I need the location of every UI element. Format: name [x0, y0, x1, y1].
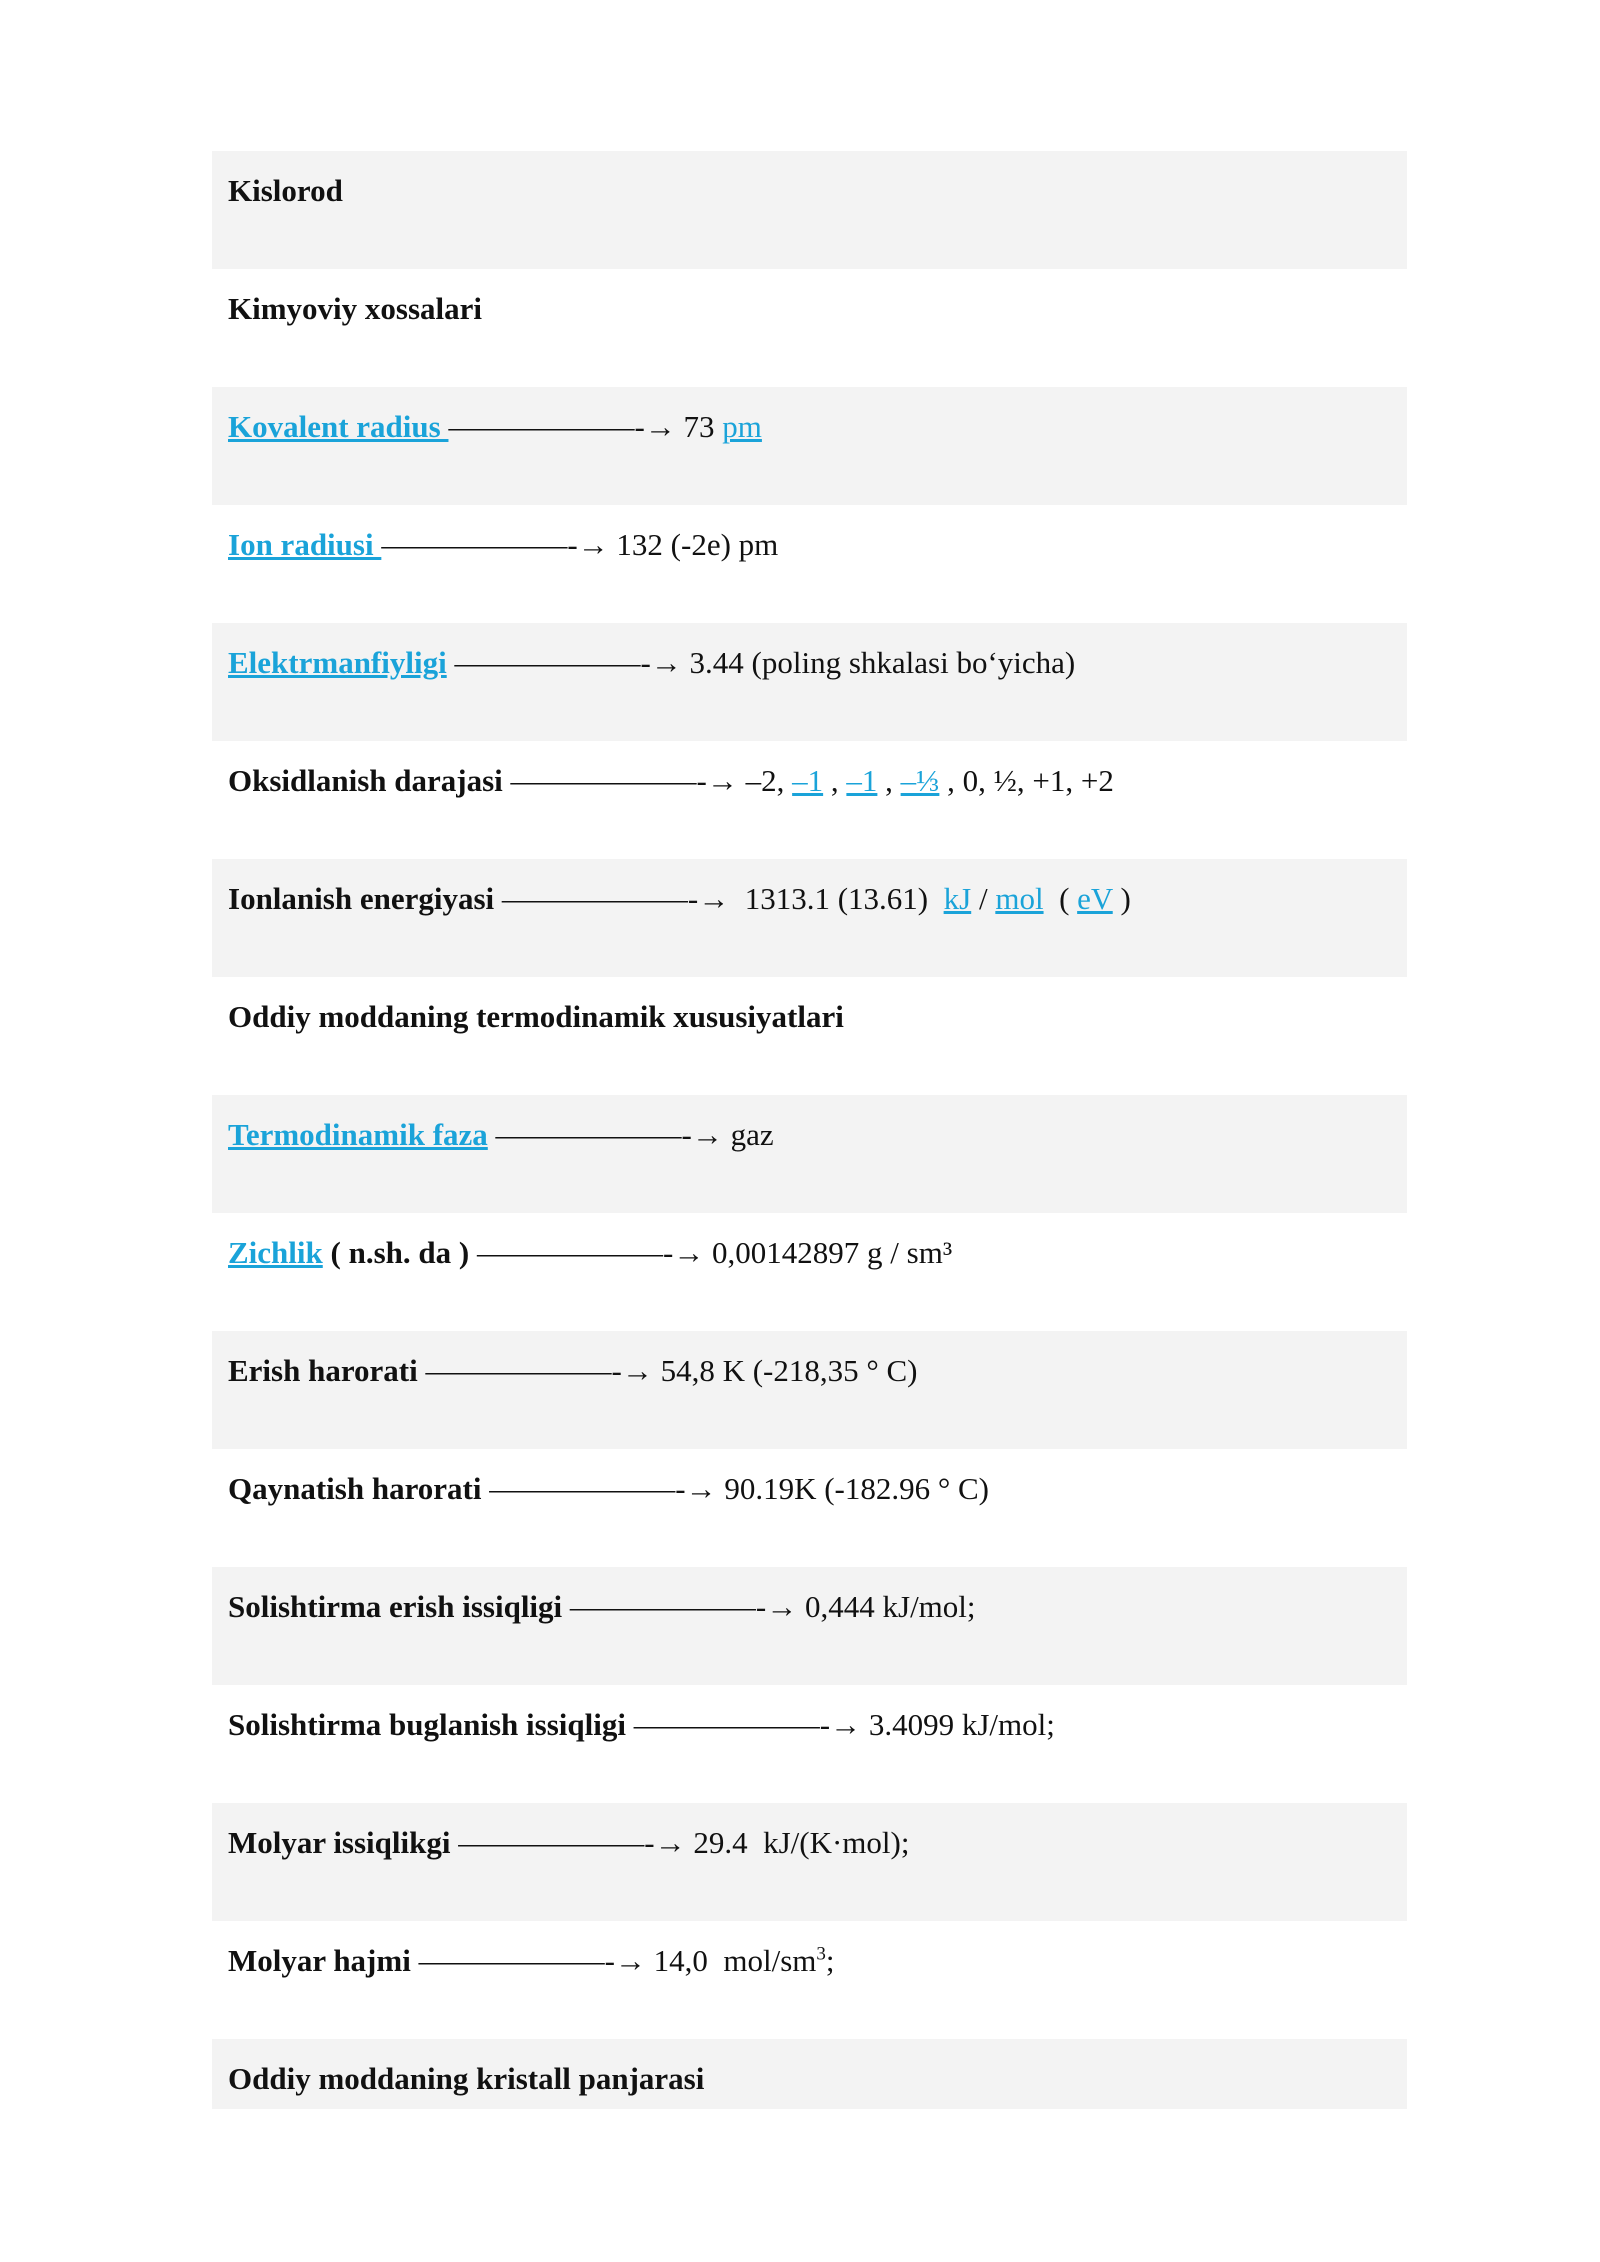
- semicolon: ;: [825, 1943, 835, 1978]
- leader-arrow: ——————-→: [495, 1117, 723, 1152]
- melting-value: 54,8 K (-218,35 ° C): [660, 1353, 918, 1388]
- paren-open: (: [1043, 881, 1078, 916]
- oxidation-rest: , 0, ½, +1, +2: [939, 763, 1114, 798]
- boiling-label: Qaynatish harorati: [228, 1471, 482, 1506]
- ionization-value: 1313.1 (13.61): [736, 881, 944, 916]
- fusion-value: 0,444 kJ/mol;: [805, 1589, 976, 1624]
- molar-heat-value: 29.4 kJ/(K·mol);: [693, 1825, 910, 1860]
- paren-close: ): [1112, 881, 1131, 916]
- density-suffix: ( n.sh. da ): [322, 1235, 477, 1270]
- kj-link[interactable]: kJ: [943, 881, 972, 916]
- oxidation-prefix: –2,: [745, 763, 793, 798]
- section-thermodynamic: [212, 977, 1407, 1095]
- pm-link[interactable]: pm: [722, 409, 762, 444]
- leader-arrow: ——————-→: [476, 1235, 705, 1270]
- phase-value: gaz: [730, 1117, 774, 1152]
- properties-table: [212, 151, 1407, 2109]
- row-heat-of-vaporization: [212, 1685, 1407, 1803]
- ion-radius-value: 132 (-2e) pm: [616, 527, 779, 562]
- ion-radius-link[interactable]: Ion radiusi: [228, 527, 382, 562]
- row-ionization-energy: [212, 859, 1407, 977]
- row-phase: [212, 1095, 1407, 1213]
- section-chemical: [212, 269, 1407, 387]
- row-melting-point: [212, 1331, 1407, 1449]
- density-link[interactable]: Zichlik: [228, 1235, 323, 1270]
- row-density: [212, 1213, 1407, 1331]
- kovalent-radius-value: 73: [683, 409, 723, 444]
- electronegativity-link[interactable]: Elektrmanfiyligi: [228, 645, 447, 680]
- superscript: 3: [816, 1943, 826, 1965]
- row-boiling-point: [212, 1449, 1407, 1567]
- molar-heat-label: Molyar issiqlikgi: [228, 1825, 451, 1860]
- molar-volume-label: Molyar hajmi: [228, 1943, 411, 1978]
- row-kovalent-radius: [212, 387, 1407, 505]
- row-electronegativity: [212, 623, 1407, 741]
- slash: /: [971, 881, 996, 916]
- oxidation-link-1[interactable]: –1: [792, 763, 824, 798]
- ionization-label: Ionlanish energiyasi: [228, 881, 495, 916]
- oxidation-link-2[interactable]: –1: [846, 763, 878, 798]
- row-oxidation-states: [212, 741, 1407, 859]
- oxidation-link-3[interactable]: –⅓: [900, 763, 940, 798]
- leader-arrow: ——————-→: [425, 1353, 653, 1388]
- row-heat-of-fusion: [212, 1567, 1407, 1685]
- separator: ,: [823, 763, 847, 798]
- section-heading: Kimyoviy xossalari: [228, 291, 483, 326]
- row-molar-heat: [212, 1803, 1407, 1921]
- boiling-value: 90.19K (-182.96 ° C): [724, 1471, 989, 1506]
- leader-arrow: ——————-→: [418, 1943, 646, 1978]
- leader-arrow: ——————-→: [381, 527, 609, 562]
- density-value: 0,00142897 g / sm³: [712, 1235, 953, 1270]
- vaporization-value: 3.4099 kJ/mol;: [868, 1707, 1055, 1742]
- ev-link[interactable]: eV: [1077, 881, 1113, 916]
- row-molar-volume: [212, 1921, 1407, 2039]
- oxidation-label: Oksidlanish darajasi: [228, 763, 503, 798]
- leader-arrow: ——————-→: [489, 1471, 717, 1506]
- leader-arrow: ——————-→: [633, 1707, 862, 1742]
- row-ion-radius: [212, 505, 1407, 623]
- electronegativity-value: 3.44 (poling shkalasi bo‘yicha): [689, 645, 1076, 680]
- leader-arrow: ——————-→: [454, 645, 682, 680]
- leader-arrow: ——————-→: [501, 881, 730, 916]
- fusion-label: Solishtirma erish issiqligi: [228, 1589, 563, 1624]
- leader-arrow: ——————-→: [510, 763, 738, 798]
- leader-arrow: ——————-→: [448, 409, 676, 444]
- section-crystal: [212, 2039, 1407, 2109]
- leader-arrow: ——————-→: [569, 1589, 798, 1624]
- kovalent-radius-link[interactable]: Kovalent radius: [228, 409, 449, 444]
- mol-link[interactable]: mol: [995, 881, 1044, 916]
- phase-link[interactable]: Termodinamik faza: [228, 1117, 488, 1152]
- title-row: [212, 151, 1407, 269]
- vaporization-label: Solishtirma buglanish issiqligi: [228, 1707, 626, 1742]
- molar-volume-value: 14,0 mol/sm: [653, 1943, 817, 1978]
- section-heading: Oddiy moddaning kristall panjarasi: [228, 2061, 705, 2096]
- melting-label: Erish harorati: [228, 1353, 418, 1388]
- page-title: Kislorod: [228, 173, 343, 208]
- section-heading: Oddiy moddaning termodinamik xususiyatlari: [228, 999, 844, 1034]
- leader-arrow: ——————-→: [458, 1825, 686, 1860]
- separator: ,: [877, 763, 901, 798]
